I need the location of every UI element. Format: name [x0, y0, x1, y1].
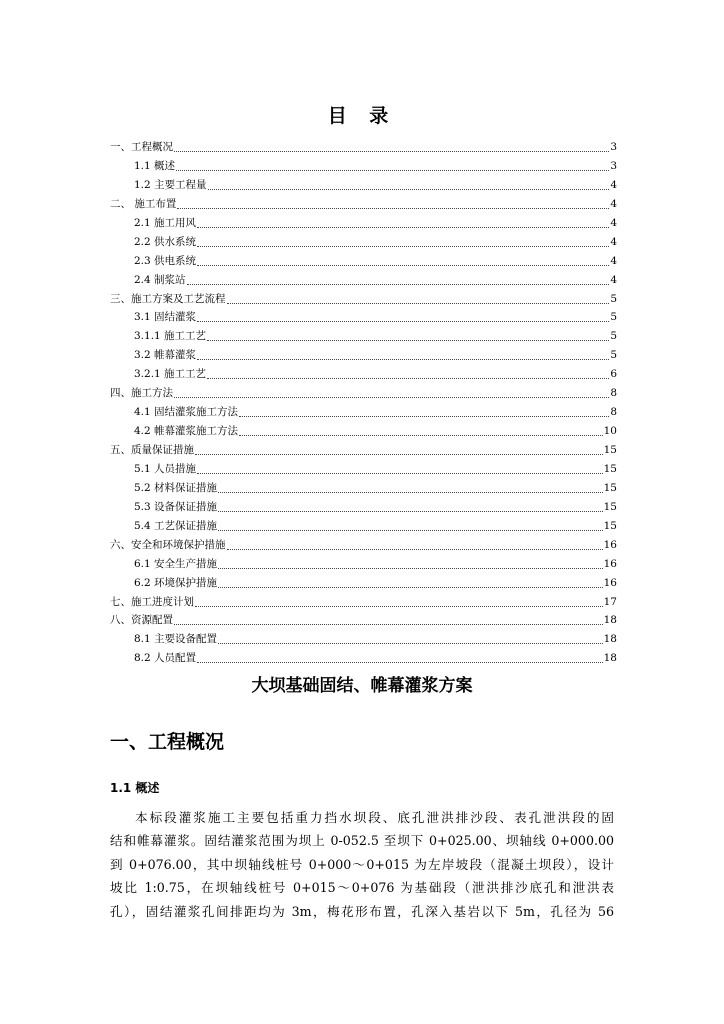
- toc-entry-page: 15: [603, 462, 617, 475]
- toc-dot-leader: [207, 366, 609, 379]
- subsection-heading: 1.1 概述: [110, 781, 160, 795]
- toc-entry-label: 1.1 概述: [134, 159, 176, 172]
- toc-dot-leader: [218, 556, 603, 569]
- toc-entry[interactable]: [110, 574, 617, 593]
- toc-entry-label: 三、施工方案及工艺流程: [110, 292, 226, 305]
- toc-dot-leader: [218, 631, 603, 644]
- toc-entry-label: 七、施工进度计划: [110, 595, 194, 608]
- toc-entry[interactable]: [110, 290, 617, 309]
- toc-entry-page: 10: [603, 425, 617, 438]
- toc-entry-label: 8.1 主要设备配置: [134, 633, 218, 646]
- toc-dot-leader: [187, 272, 610, 285]
- toc-dot-leader: [197, 215, 609, 228]
- toc-entry-page: 4: [610, 273, 617, 286]
- toc-dot-leader: [177, 196, 609, 209]
- toc-entry[interactable]: [110, 611, 617, 630]
- toc-entry[interactable]: [110, 252, 617, 271]
- toc-dot-leader: [174, 385, 609, 398]
- toc-entry[interactable]: [110, 327, 617, 346]
- toc-entry-page: 4: [610, 216, 617, 229]
- toc-dot-leader: [197, 650, 603, 663]
- toc-entry[interactable]: [110, 460, 617, 479]
- toc-entry-page: 4: [610, 235, 617, 248]
- toc-entry-label: 6.1 安全生产措施: [134, 557, 218, 570]
- toc-entry-label: 3.1.1 施工工艺: [134, 330, 207, 343]
- toc-entry-page: 5: [610, 292, 617, 305]
- body-line: 本标段灌浆施工主要包括重力挡水坝段、底孔泄洪排沙段、表孔泄洪段的固: [135, 810, 614, 825]
- toc-entry[interactable]: [110, 138, 617, 157]
- toc-dot-leader: [218, 499, 603, 512]
- toc-entry-label: 五、质量保证措施: [110, 444, 194, 456]
- toc-entry-page: 18: [603, 652, 617, 665]
- toc-entry[interactable]: [110, 536, 617, 555]
- toc-entry-label: 4.2 帷幕灌浆施工方法: [134, 425, 239, 438]
- toc-entry[interactable]: [110, 271, 617, 290]
- toc-entry[interactable]: [110, 176, 617, 195]
- toc-entry-label: 八、资源配置: [110, 614, 173, 627]
- toc-entry-page: 8: [610, 387, 617, 400]
- toc-entry-page: 6: [610, 368, 617, 381]
- toc-entry[interactable]: [110, 630, 617, 649]
- toc-entry-label: 1.2 主要工程量: [134, 178, 207, 191]
- toc-entry-label: 四、施工方法: [110, 387, 173, 400]
- toc-entry-label: 3.2 帷幕灌浆: [134, 349, 197, 362]
- toc-entry-label: 5.1 人员措施: [134, 462, 197, 475]
- toc-dot-leader: [218, 480, 603, 493]
- toc-entry-label: 8.2 人员配置: [134, 652, 197, 665]
- toc-entry-page: 15: [603, 444, 617, 456]
- toc-dot-leader: [197, 253, 609, 266]
- toc-entry-label: 4.1 固结灌浆施工方法: [134, 406, 239, 419]
- toc-dot-leader: [195, 442, 603, 455]
- toc-entry-label: 2.4 制浆站: [134, 273, 186, 286]
- toc-dot-leader: [174, 139, 609, 152]
- toc-entry-page: 4: [610, 197, 617, 210]
- toc-dot-leader: [207, 328, 609, 341]
- toc-entry[interactable]: [110, 195, 617, 214]
- toc-entry-label: 六、安全和环境保护措施: [110, 538, 226, 551]
- toc-entry[interactable]: [110, 308, 617, 327]
- toc-entry-label: 3.1 固结灌浆: [134, 311, 197, 324]
- toc-dot-leader: [197, 461, 603, 474]
- toc-entry-page: 18: [603, 614, 617, 627]
- toc-dot-leader: [197, 234, 609, 247]
- body-paragraph: [110, 806, 614, 923]
- toc-dot-leader: [227, 291, 610, 304]
- toc-entry[interactable]: [110, 214, 617, 233]
- section-heading: 一、工程概况: [110, 731, 225, 753]
- toc-title: 目 录: [327, 105, 397, 127]
- toc-entry-page: 16: [603, 557, 617, 570]
- toc-dot-leader: [174, 612, 603, 625]
- toc-entry[interactable]: [110, 517, 617, 536]
- body-line: 结和帷幕灌浆。固结灌浆范围为坝上 0-052.5 至坝下 0+025.00、坝轴线 0+000.00: [110, 833, 614, 849]
- toc-entry[interactable]: [110, 593, 617, 612]
- toc-entry-page: 3: [610, 159, 617, 172]
- toc-entry[interactable]: [110, 365, 617, 384]
- toc-dot-leader: [239, 404, 609, 417]
- toc-dot-leader: [197, 309, 609, 322]
- toc-entry-page: 15: [603, 519, 617, 532]
- toc-entry-page: 3: [610, 141, 617, 153]
- toc-dot-leader: [227, 537, 603, 550]
- toc-entry-page: 16: [603, 576, 617, 589]
- document-title: 大坝基础固结、帷幕灌浆方案: [251, 676, 473, 696]
- toc-entry[interactable]: [110, 441, 617, 460]
- toc-entry-page: 5: [610, 311, 617, 324]
- toc-entry-label: 一、工程概况: [110, 141, 173, 153]
- body-line: 坡比 1:0.75，在坝轴线桩号 0+015～0+076 为基础段（泄洪排沙底孔和泄洪表: [110, 880, 614, 896]
- toc-dot-leader: [218, 575, 603, 588]
- body-line: 孔），固结灌浆孔间排距均为 3m，梅花形布置，孔深入基岩以下 5m，孔径为 56: [110, 903, 614, 919]
- toc-entry[interactable]: [110, 346, 617, 365]
- toc-dot-leader: [176, 158, 609, 171]
- toc-entry[interactable]: [110, 157, 617, 176]
- toc-entry-page: 5: [610, 330, 617, 343]
- toc-entry-label: 2.1 施工用风: [134, 216, 197, 229]
- toc-entry-page: 4: [610, 254, 617, 267]
- toc-entry-label: 5.2 材料保证措施: [134, 481, 218, 494]
- table-of-contents: [110, 138, 617, 668]
- toc-entry[interactable]: [110, 422, 617, 441]
- toc-entry-label: 5.4 工艺保证措施: [134, 519, 218, 532]
- toc-entry-page: 4: [610, 178, 617, 191]
- toc-entry-label: 二、 施工布置: [110, 197, 177, 210]
- toc-entry-label: 6.2 环境保护措施: [134, 576, 218, 589]
- toc-entry-page: 5: [610, 349, 617, 362]
- body-line: 到 0+076.00，其中坝轴线桩号 0+000～0+015 为左岸坡段（混凝土坝段），设计: [110, 856, 614, 872]
- toc-entry-label: 2.3 供电系统: [134, 254, 197, 267]
- toc-dot-leader: [208, 177, 610, 190]
- toc-dot-leader: [239, 423, 603, 436]
- toc-entry[interactable]: [110, 479, 617, 498]
- toc-entry-page: 15: [603, 481, 617, 494]
- toc-dot-leader: [218, 518, 603, 531]
- toc-entry-label: 2.2 供水系统: [134, 235, 197, 248]
- toc-entry-page: 18: [603, 633, 617, 646]
- toc-entry-page: 15: [603, 500, 617, 513]
- toc-dot-leader: [197, 347, 609, 360]
- toc-entry-label: 5.3 设备保证措施: [134, 500, 218, 513]
- toc-entry-label: 3.2.1 施工工艺: [134, 368, 207, 381]
- toc-entry[interactable]: [110, 403, 617, 422]
- toc-entry-page: 8: [610, 406, 617, 419]
- toc-entry[interactable]: [110, 649, 617, 668]
- toc-entry[interactable]: [110, 555, 617, 574]
- toc-entry-page: 16: [603, 538, 617, 551]
- toc-entry[interactable]: [110, 233, 617, 252]
- toc-dot-leader: [195, 594, 603, 607]
- toc-entry-page: 17: [603, 595, 617, 608]
- toc-entry[interactable]: [110, 498, 617, 517]
- toc-entry[interactable]: [110, 384, 617, 403]
